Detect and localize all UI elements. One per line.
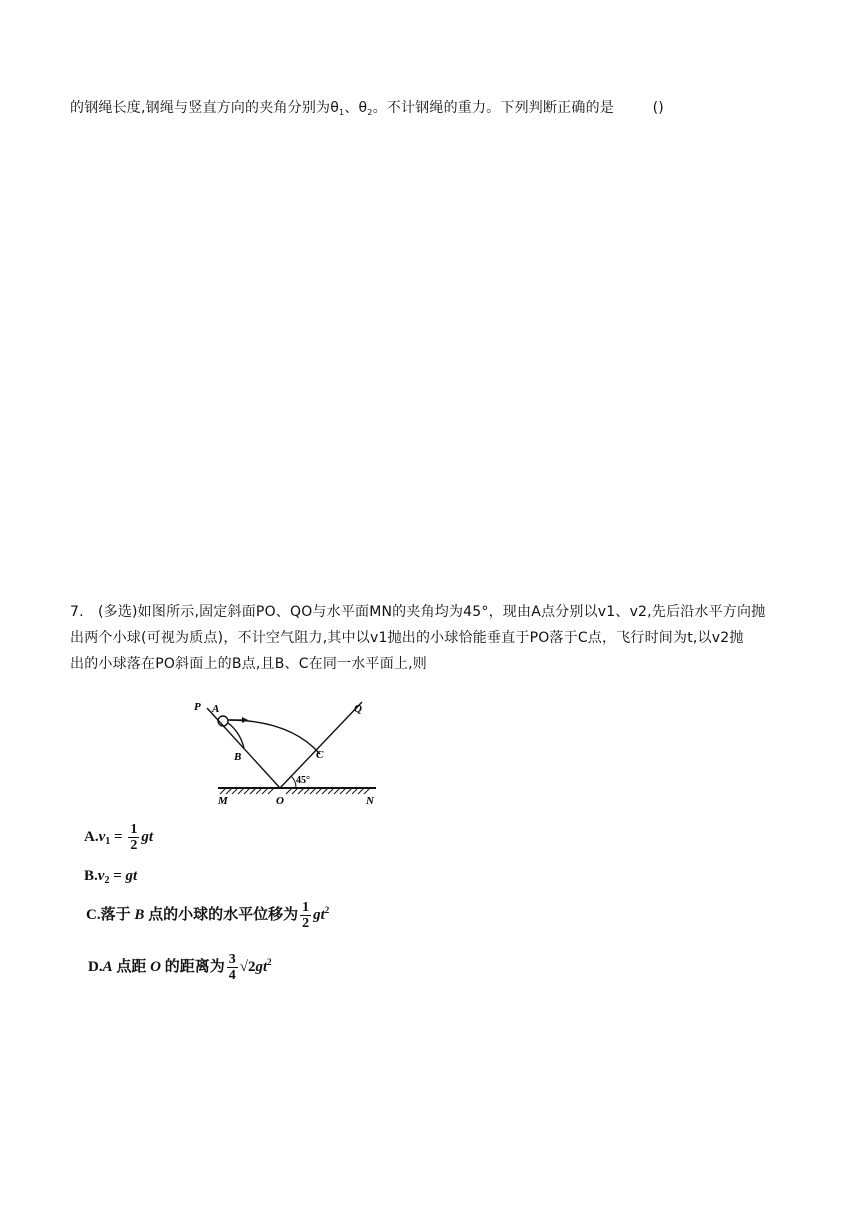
label-O: O [276,795,284,807]
option-d-fraction [227,952,238,983]
option-c-num: 1 [302,900,310,915]
label-N: N [366,795,374,807]
trajectory-to-B [228,723,244,748]
trajectory-to-C [228,720,320,754]
option-a-den: 2 [130,838,138,853]
question6-part2: 、θ [344,100,368,116]
answer-paren: () [652,100,664,116]
option-a-eq: = [110,828,127,845]
option-a-tail: gt [141,828,153,845]
option-c-prefix: C.落于 [86,906,135,923]
option-d-tail: gt [255,958,268,975]
option-b-eq: = [109,868,126,884]
label-P: P [194,701,201,713]
question7-line2: 出两个小球(可视为质点)，不计空气阻力,其中以v1抛出的小球恰能垂直于PO落于C点，飞行时间为t,以v2抛 [70,630,744,646]
option-d-point: A [102,958,113,975]
option-d-prefix: D. [88,958,103,975]
option-a [84,822,153,853]
question6-part3: 。不计钢绳的重力。下列判断正确的是 [372,100,614,116]
angle-label: 45° [296,775,310,786]
option-c-mid: 点的小球的水平位移为 [144,906,299,923]
option-d-den: 4 [228,968,236,983]
label-A: A [212,703,220,715]
incline-diagram [190,696,390,808]
label-B: B [234,751,242,763]
option-a-var: v [98,828,106,845]
option-a-fraction [128,822,139,853]
question7-line1: 7. (多选)如图所示,固定斜面PO、QO与水平面MN的夹角均为45°，现由A点分别以v1、v2,先后沿水平方向抛 [70,604,766,620]
option-d-num: 3 [228,952,236,967]
option-d-root: √2 [239,958,256,975]
option-c-exp: 2 [324,904,330,915]
option-b-sub: 2 [104,875,110,886]
label-Q: Q [354,703,362,715]
option-d-mid2: 的距离为 [160,958,225,975]
option-b-var: v [97,868,105,884]
theta1-subscript: 1 [339,108,345,117]
option-a-prefix: A. [84,828,99,845]
option-c-fraction [300,900,311,931]
option-b-prefix: B. [84,868,98,884]
question6-part1: 的钢绳长度,钢绳与竖直方向的夹角分别为θ [70,100,340,116]
option-a-num: 1 [130,822,138,837]
label-M: M [218,795,228,807]
label-C: C [316,749,324,761]
theta2-subscript: 2 [367,108,373,117]
option-b-tail: gt [125,868,138,884]
option-d-mid1: 点距 [112,958,151,975]
option-b [84,868,137,886]
arrow-head [242,717,248,723]
option-c [86,900,329,931]
option-d-point2: O [150,958,161,975]
question6-text [70,98,664,123]
option-d-exp: 2 [267,956,272,967]
option-d [88,952,272,983]
option-c-point: B [134,906,145,923]
option-c-den: 2 [302,916,310,931]
option-c-tail: gt [313,906,325,923]
question7-line3: 出的小球落在PO斜面上的B点,且B、C在同一水平面上,则 [70,656,427,672]
option-a-sub: 1 [105,835,111,847]
incline-QO [280,702,362,788]
